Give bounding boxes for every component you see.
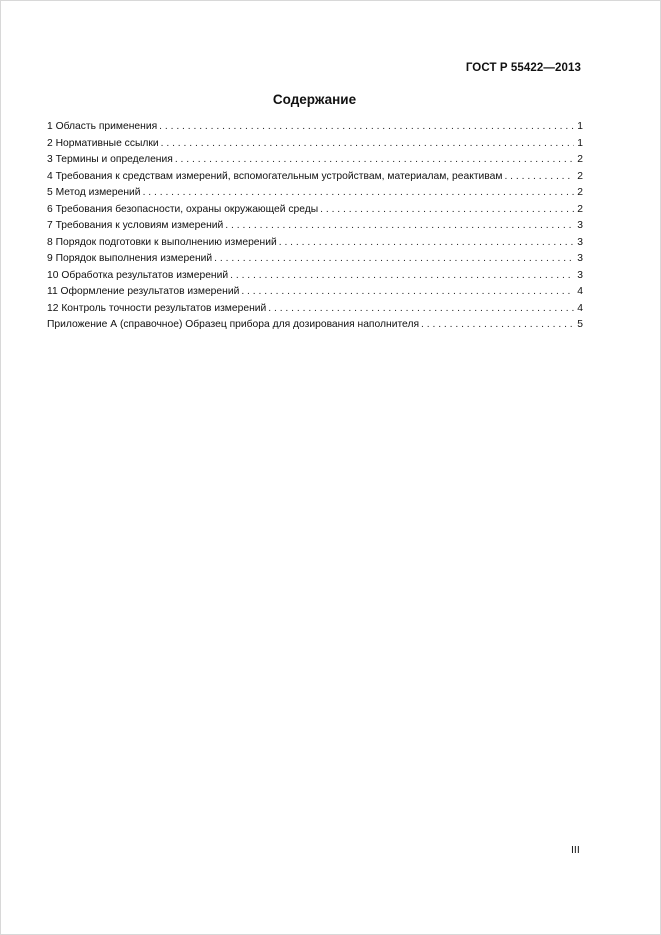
- toc-entry[interactable]: [47, 284, 583, 301]
- toc-entry-page: 3: [577, 236, 583, 248]
- toc-entry-page: 2: [577, 170, 583, 182]
- toc-entry[interactable]: [47, 251, 583, 268]
- toc-entry[interactable]: [47, 317, 583, 334]
- toc-entry-title: 5 Метод измерений: [47, 187, 141, 198]
- toc-dot-leader: [159, 119, 574, 135]
- toc-entry[interactable]: [47, 218, 583, 235]
- toc-dot-leader: [421, 317, 574, 333]
- toc-entry-title: 3 Термины и определения: [47, 154, 173, 165]
- toc-entry-title: 12 Контроль точности результатов измерений: [47, 302, 267, 314]
- toc-entry-page: 3: [577, 220, 583, 231]
- toc-entry-title: 4 Требования к средствам измерений, вспомогательным устройствам, материалам, реактивам: [47, 170, 503, 182]
- toc-dot-leader: [225, 218, 574, 234]
- toc-entry-title: 11 Оформление результатов измерений: [47, 286, 240, 297]
- toc-dot-leader: [214, 251, 574, 267]
- toc-dot-leader: [504, 169, 574, 185]
- toc-dot-leader: [320, 202, 574, 218]
- toc-entry-title: 9 Порядок выполнения измерений: [47, 253, 213, 264]
- toc-entry-page: 3: [577, 269, 583, 281]
- toc-dot-leader: [143, 185, 574, 201]
- toc-entry-title: 2 Нормативные ссылки: [47, 137, 159, 149]
- toc-dot-leader: [241, 284, 574, 300]
- toc-entry[interactable]: [47, 235, 583, 252]
- toc-entry-title: 8 Порядок подготовки к выполнению измерений: [47, 236, 277, 248]
- toc-entry[interactable]: [47, 169, 583, 186]
- toc-entry-page: 4: [577, 286, 583, 297]
- toc-entry-page: 4: [577, 302, 583, 314]
- toc-entry-title: 1 Область применения: [47, 121, 158, 132]
- toc-entry-title: Приложение А (справочное) Образец прибора для дозирования наполнителя: [47, 319, 420, 330]
- toc-entry[interactable]: [47, 268, 583, 285]
- toc-entry[interactable]: [47, 152, 583, 169]
- toc-entry-title: 6 Требования безопасности, охраны окружающей среды: [47, 203, 319, 215]
- toc-entry-page: 2: [577, 187, 583, 198]
- toc-entry-title: 7 Требования к условиям измерений: [47, 220, 224, 231]
- toc-entry-page: 2: [577, 154, 583, 165]
- toc-entry-page: 1: [577, 121, 583, 132]
- table-of-contents: [47, 119, 583, 334]
- toc-dot-leader: [268, 301, 574, 317]
- toc-dot-leader: [161, 136, 574, 152]
- toc-entry-page: 1: [577, 137, 583, 149]
- page-title: Содержание: [272, 92, 357, 107]
- toc-entry-title: 10 Обработка результатов измерений: [47, 269, 229, 281]
- toc-entry[interactable]: [47, 136, 583, 153]
- toc-entry-page: 5: [577, 319, 583, 330]
- toc-entry[interactable]: [47, 202, 583, 219]
- toc-entry[interactable]: [47, 301, 583, 318]
- toc-entry-page: 3: [577, 253, 583, 264]
- page-number: III: [571, 844, 580, 856]
- toc-entry[interactable]: [47, 119, 583, 136]
- standard-designation: ГОСТ Р 55422—2013: [465, 62, 581, 74]
- toc-entry-page: 2: [577, 203, 583, 215]
- toc-dot-leader: [230, 268, 574, 284]
- toc-entry[interactable]: [47, 185, 583, 202]
- toc-dot-leader: [175, 152, 574, 168]
- toc-dot-leader: [279, 235, 574, 251]
